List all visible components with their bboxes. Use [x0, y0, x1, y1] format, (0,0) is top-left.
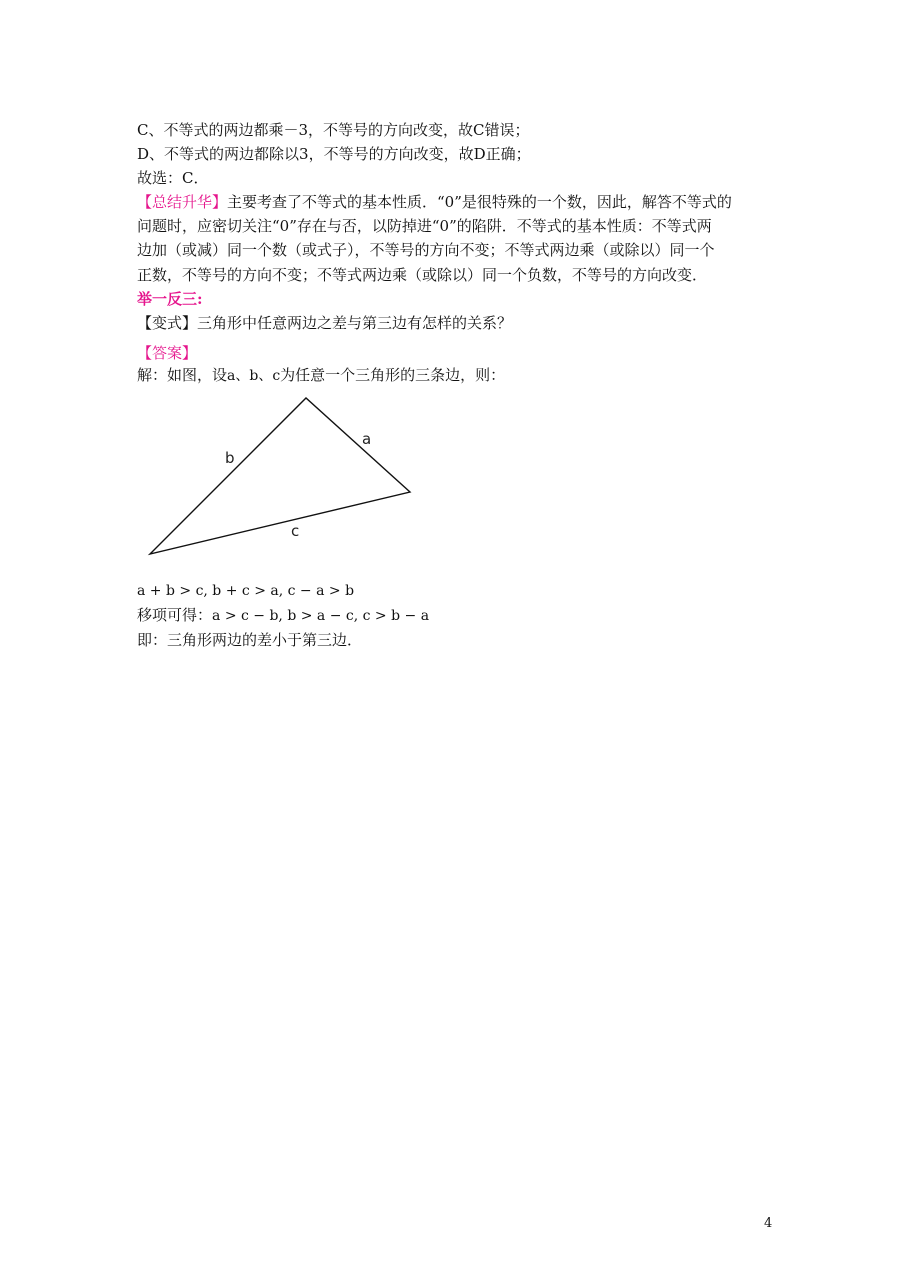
practice-heading: 举一反三:	[137, 290, 203, 308]
solution-prefix: 解：如图，设	[137, 366, 228, 384]
option-d-line: D、不等式的两边都除以3，不等号的方向改变，故D正确；	[137, 145, 531, 163]
page-number: 4	[764, 1216, 773, 1231]
inequality-line-1: a + b > c, b + c > a, c − a > b	[137, 583, 355, 599]
solution-line	[137, 366, 505, 385]
variant-question: 【变式】三角形中任意两边之差与第三边有怎样的关系？	[137, 314, 513, 332]
side-c-label: c	[291, 522, 300, 540]
choice-line: 故选：C．	[137, 169, 209, 187]
solution-suffix: 为任意一个三角形的三条边，则：	[280, 366, 506, 384]
triangle-outline	[150, 398, 410, 554]
summary-text-1: 主要考查了不等式的基本性质．“0”是很特殊的一个数，因此，解答不等式的	[227, 193, 732, 211]
side-b-label: b	[225, 449, 235, 467]
side-a-label: a	[362, 430, 372, 448]
summary-tag: 【总结升华】	[137, 193, 228, 211]
answer-tag: 【答案】	[137, 344, 198, 362]
option-c-line: C、不等式的两边都乘－3，不等号的方向改变，故C错误；	[137, 121, 530, 139]
inequality-line-2: a > c − b, b > a − c, c > b − a	[212, 608, 430, 624]
triangle-figure	[140, 390, 430, 565]
summary-line-3: 边加（或减）同一个数（或式子），不等号的方向不变；不等式两边乘（或除以）同一个	[137, 241, 715, 259]
shift-prefix: 移项可得：	[137, 606, 213, 624]
summary-line-4: 正数，不等号的方向不变；不等式两边乘（或除以）同一个负数，不等号的方向改变．	[137, 266, 708, 284]
shift-line	[137, 606, 429, 625]
solution-vars: a、b、c	[227, 368, 281, 384]
summary-line-1	[137, 193, 732, 211]
summary-line-2: 问题时，应密切关注“0”存在与否，以防掉进“0”的陷阱．不等式的基本性质：不等式两	[137, 217, 712, 235]
conclusion-line: 即：三角形两边的差小于第三边．	[137, 631, 363, 649]
